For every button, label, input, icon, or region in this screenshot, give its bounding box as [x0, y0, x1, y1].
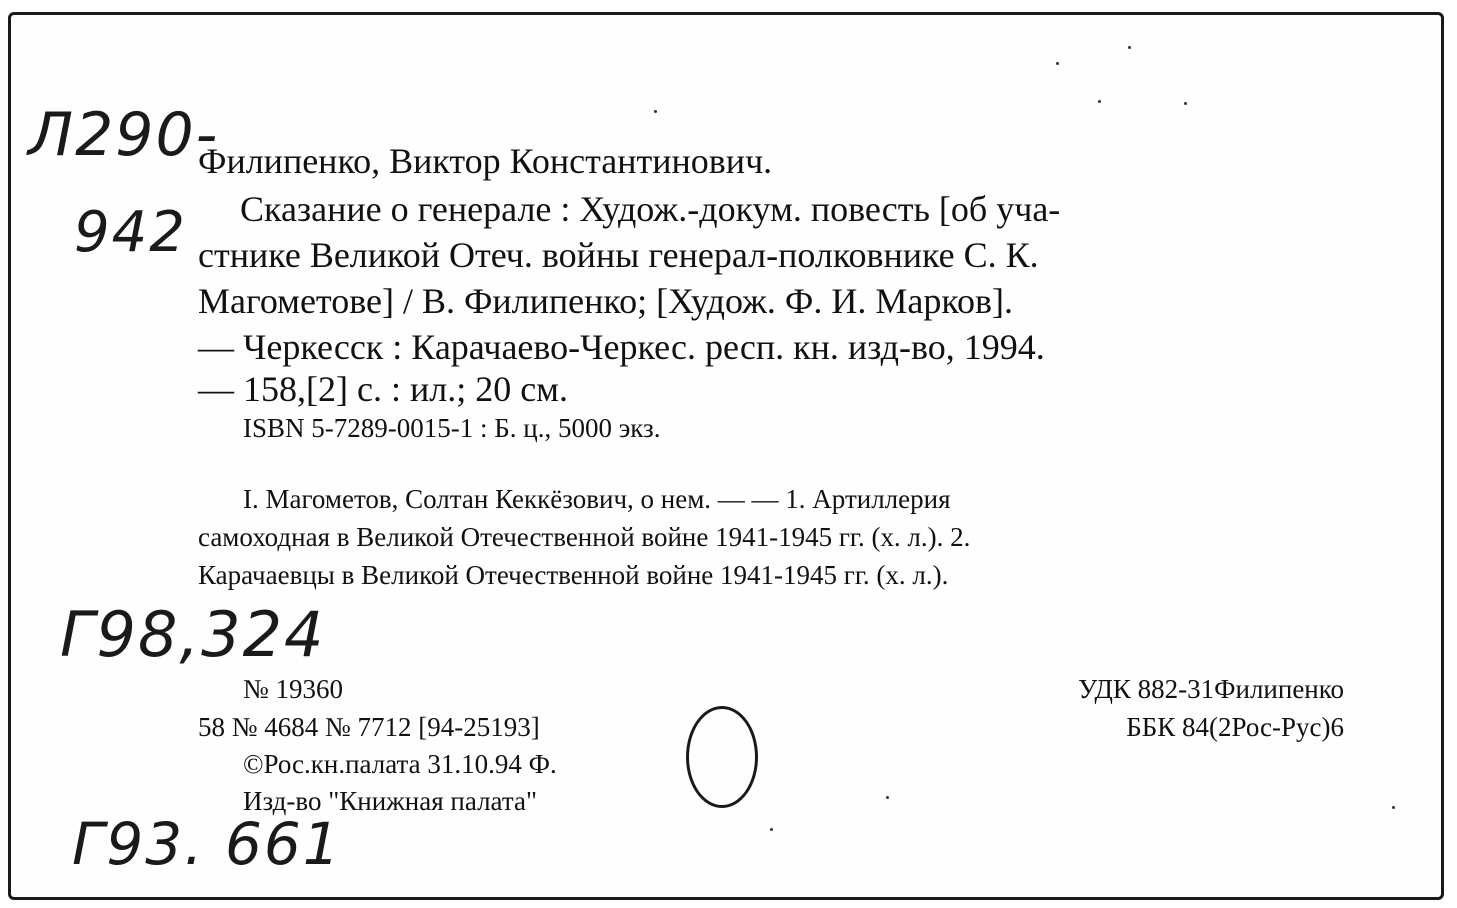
- author-heading: Филипенко, Виктор Константинович.: [198, 141, 773, 181]
- title-line-1: Сказание о генерале : Худож.-докум. повесть [об уча-: [240, 189, 1061, 229]
- udk-code: УДК 882-31Филипенко: [1078, 674, 1344, 704]
- isbn-line: ISBN 5-7289-0015-1 : Б. ц., 5000 экз.: [243, 413, 661, 443]
- handwritten-shelf-mark-1: Г98,324: [60, 598, 326, 671]
- scan-speck: [1056, 62, 1059, 65]
- stamp-circle: [686, 706, 758, 808]
- publisher-line: Изд-во "Книжная палата": [243, 786, 537, 816]
- book-chamber-date: ©Рос.кн.палата 31.10.94 Ф.: [243, 749, 557, 779]
- registration-numbers: 58 № 4684 № 7712 [94-25193]: [198, 712, 540, 742]
- scan-speck: [1098, 100, 1101, 103]
- handwritten-call-number-bottom: 942: [74, 200, 187, 265]
- subject-line-3: Карачаевцы в Великой Отечественной войне 1941-1945 гг. (х. л.).: [198, 560, 949, 590]
- scan-speck: [1128, 46, 1131, 49]
- scan-speck: [1392, 806, 1395, 809]
- subject-line-1: I. Магометов, Солтан Кеккёзович, о нем. — — 1. Артиллерия: [243, 484, 951, 514]
- scan-speck: [1184, 102, 1187, 105]
- title-line-3: Магометове] / В. Филипенко; [Худож. Ф. И. Марков].: [198, 281, 1013, 321]
- imprint-line: — Черкесск : Карачаево-Черкес. респ. кн. изд-во, 1994.: [198, 327, 1045, 367]
- card-number: № 19360: [243, 674, 344, 704]
- title-line-2: стнике Великой Отеч. войны генерал-полковнике С. К.: [198, 235, 1039, 275]
- handwritten-call-number-top: Л290-: [28, 100, 220, 170]
- scan-speck: [886, 796, 889, 799]
- scan-speck: [770, 828, 773, 831]
- subject-line-2: самоходная в Великой Отечественной войне 1941-1945 гг. (х. л.). 2.: [198, 522, 971, 552]
- scan-speck: [654, 110, 657, 113]
- extent-line: — 158,[2] с. : ил.; 20 см.: [198, 369, 568, 409]
- bbk-code: ББК 84(2Рос-Рус)6: [1126, 712, 1344, 742]
- handwritten-shelf-mark-2: Г93. 661: [72, 810, 342, 878]
